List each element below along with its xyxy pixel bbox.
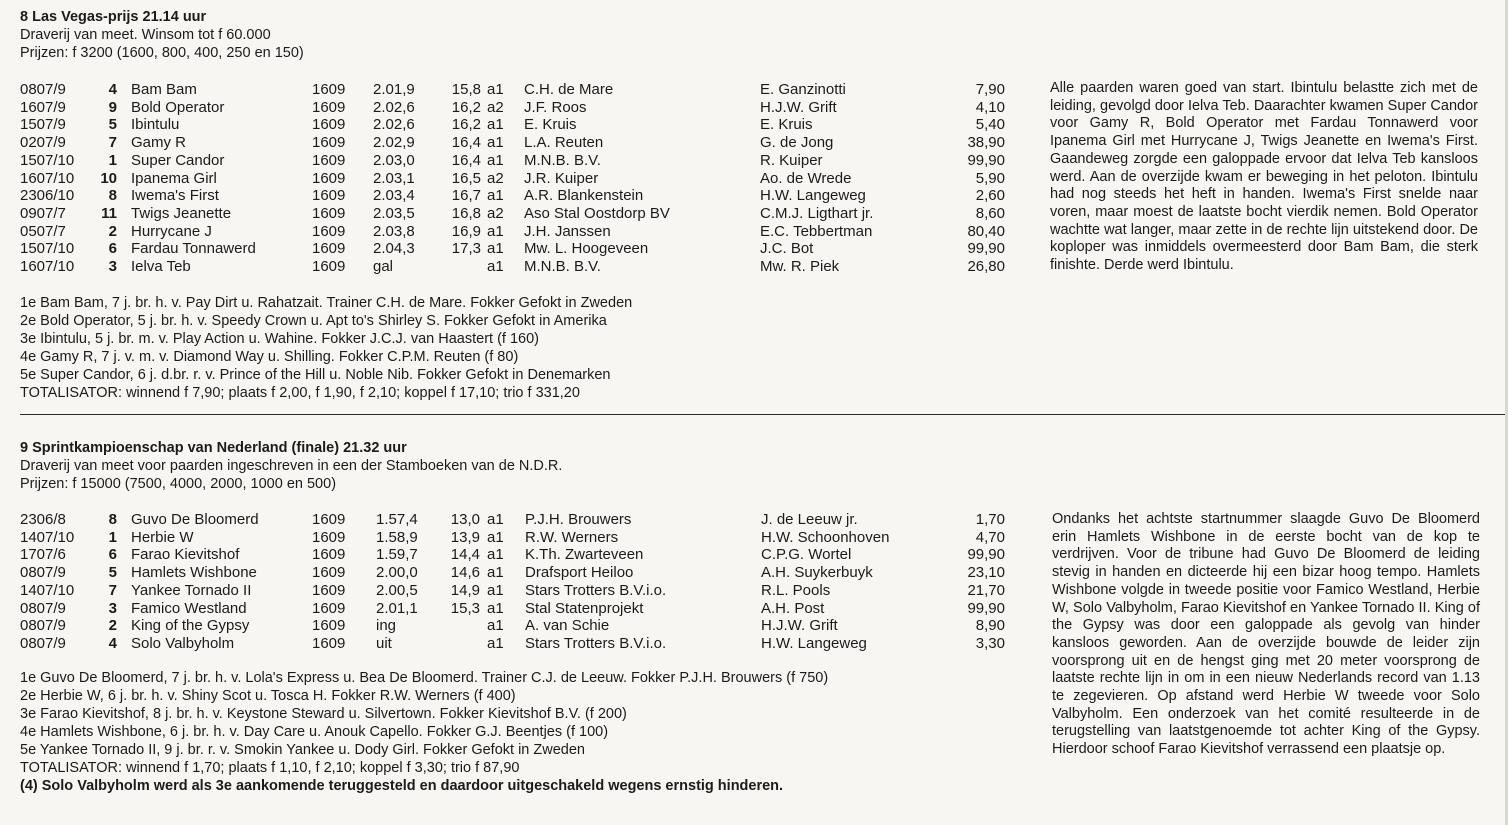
cell-num: 5	[108, 116, 117, 134]
cell-dist: 1609	[312, 528, 346, 546]
cell-num: 11	[101, 204, 117, 222]
race-commentary: Alle paarden waren goed van start. Ibintulu belastte zich met de leiding, gevolgd door Ielva Teb. Daarachter kwamen Super Candor voor Gamy R, Bold Operator met Fardau Tonnawerd voor Ipanema Girl met Hurrycane J, Twigs Jeanette en Iwema's First. Gaandeweg zorgde een galoppade ervoor dat Ielva Teb kansloos werd. Aan de overzijde kwam er beweging in het peloton. Ibintulu had nog steeds het heft in handen. Iwema's First snelde naar voren, maar moest de laatste bocht vierdik nemen. Bold Operator wachtte wat langer, maar zette in de rechte lijn uitstekend door. De koploper was inmiddels overmeesterd door Bam Bam, die sterk finishte. Derde werd Ibintulu.	[1050, 80, 1478, 274]
detail-line-4: 4e Gamy R, 7 j. v. m. v. Diamond Way u. Shilling. Fokker C.P.M. Reuten (f 80)	[20, 349, 519, 365]
race-prizes: Prijzen: f 3200 (1600, 800, 400, 250 en 150)	[20, 45, 304, 61]
cell-code: a1	[487, 258, 504, 275]
cell-horse: Solo Valbyholm	[131, 634, 235, 652]
cell-code: a1	[487, 81, 504, 98]
cell-time: 2.03,5	[373, 204, 415, 222]
cell-owner: Stal Statenprojekt	[525, 599, 644, 617]
cell-num: 2	[108, 617, 117, 635]
cell-owner: A. van Schie	[525, 617, 610, 635]
cell-num: 6	[108, 240, 117, 258]
cell-owner: L.A. Reuten	[524, 134, 604, 152]
cell-date: 0507/7	[20, 222, 66, 240]
cell-odds: 38,90	[967, 134, 1005, 152]
cell-time: 1.58,9	[376, 528, 418, 546]
cell-date: 1507/9	[20, 116, 66, 134]
cell-owner: C.H. de Mare	[524, 81, 614, 98]
cell-odds: 99,90	[967, 151, 1005, 169]
cell-dist: 1609	[312, 187, 346, 205]
cell-dist: 1609	[312, 511, 346, 528]
cell-date: 0807/9	[20, 599, 66, 617]
race-commentary: Ondanks het achtste startnummer slaagde Guvo De Bloomerd erin Hamlets Wishbone in de eerste bocht van de kop te verdrijven. Voor de tribune had Guvo De Bloomerd de leiding stevig in handen en dicteerde hij een bizar hoog tempo. Hamlets Wishbone volgde in tweede positie voor Famico Westland, Herbie W, Solo Valbyholm, Farao Kievitshof en Yankee Tornado II. King of the Gypsy was door een galoppade als gevolg van hinder kansloos geworden. Aan de overzijde bouwde de leider zijn voorsprong uit en de hengst ging met 20 meter voorsprong de laatste rechte lijn in om in een nieuw Nederlands record van 1.13 te zegevieren. Op afstand werd Herbie W tweede voor Solo Valbyholm. Een onderzoek van het comité resulteerde in de terugstelling van laatstgenoemde tot achter King of the Gypsy. Hierdoor schoof Farao Kievitshof verrassend een plaatsje op.	[1052, 511, 1480, 758]
cell-date: 2306/8	[20, 511, 66, 528]
cell-dist: 1609	[312, 81, 346, 98]
cell-owner: Stars Trotters B.V.i.o.	[525, 581, 667, 599]
cell-dist: 1609	[312, 599, 346, 617]
cell-code: a1	[487, 617, 504, 635]
cell-code: a1	[487, 634, 504, 652]
cell-time: ing	[376, 617, 397, 635]
cell-date: 2306/10	[20, 187, 75, 205]
cell-owner: J.R. Kuiper	[524, 169, 599, 187]
cell-driver: J. de Leeuw jr.	[761, 511, 858, 528]
cell-time: 1.57,4	[376, 511, 418, 528]
cell-odds: 3,30	[975, 634, 1005, 652]
cell-odds: 5,90	[975, 169, 1005, 187]
race-title: 8 Las Vegas-prijs 21.14 uur	[20, 9, 207, 25]
cell-date: 0807/9	[20, 617, 66, 635]
cell-odds: 21,70	[967, 581, 1005, 599]
race-header	[20, 8, 304, 62]
cell-driver: E. Ganzinotti	[760, 81, 846, 98]
cell-date: 0207/9	[20, 134, 66, 152]
cell-num: 4	[108, 81, 117, 98]
cell-date: 1407/10	[20, 581, 75, 599]
detail-line-3: 3e Ibintulu, 5 j. br. m. v. Play Action u. Wahine. Fokker J.C.J. van Haastert (f 160)	[20, 331, 539, 347]
race-subtitle: Draverij van meet. Winsom tot f 60.000	[20, 27, 271, 43]
cell-km: 14,4	[450, 546, 480, 564]
cell-dist: 1609	[312, 116, 346, 134]
detail-line-5: 5e Super Candor, 6 j. d.br. r. v. Prince of the Hill u. Noble Nib. Fokker Gefokt in Denemarken	[20, 367, 611, 383]
cell-time: 2.03,8	[373, 222, 415, 240]
cell-dist: 1609	[312, 634, 346, 652]
cell-odds: 2,60	[975, 187, 1005, 205]
cell-driver: E. Kruis	[760, 116, 813, 134]
cell-odds: 7,90	[975, 81, 1005, 98]
cell-owner: Stars Trotters B.V.i.o.	[525, 634, 667, 652]
cell-num: 8	[108, 187, 117, 205]
cell-horse: Ipanema Girl	[131, 169, 217, 187]
cell-odds: 1,70	[975, 511, 1005, 528]
cell-dist: 1609	[312, 204, 346, 222]
cell-num: 1	[108, 151, 117, 169]
cell-code: a1	[487, 187, 504, 205]
cell-owner: E. Kruis	[524, 116, 577, 134]
detail-line-3: 3e Farao Kievitshof, 8 j. br. h. v. Keystone Steward u. Silvertown. Fokker Kievitshof B.V. (f 200)	[20, 706, 627, 722]
cell-num: 7	[108, 581, 117, 599]
cell-horse: Twigs Jeanette	[131, 204, 232, 222]
cell-code: a2	[487, 169, 504, 187]
cell-km: 16,8	[451, 204, 481, 222]
cell-owner: K.Th. Zwarteveen	[525, 546, 644, 564]
cell-horse: Famico Westland	[131, 599, 247, 617]
cell-code: a1	[487, 528, 504, 546]
race-prizes: Prijzen: f 15000 (7500, 4000, 2000, 1000 en 500)	[20, 476, 337, 492]
cell-owner: M.N.B. B.V.	[524, 258, 601, 275]
cell-horse: Super Candor	[131, 151, 225, 169]
cell-horse: Bam Bam	[131, 81, 197, 98]
detail-line-5: 5e Yankee Tornado II, 9 j. br. r. v. Smokin Yankee u. Dody Girl. Fokker Gefokt in Zweden	[20, 742, 585, 758]
cell-odds: 4,70	[975, 528, 1005, 546]
cell-code: a1	[487, 116, 504, 134]
cell-dist: 1609	[312, 222, 346, 240]
cell-code: a1	[487, 134, 504, 152]
cell-horse: Hurrycane J	[131, 222, 212, 240]
cell-horse: Ibintulu	[131, 116, 180, 134]
cell-km: 14,6	[450, 564, 480, 582]
cell-odds: 8,60	[975, 204, 1005, 222]
cell-date: 1407/10	[20, 528, 75, 546]
cell-driver: R. Kuiper	[760, 151, 823, 169]
cell-horse: Bold Operator	[131, 98, 225, 116]
cell-driver: R.L. Pools	[761, 581, 831, 599]
cell-horse: Iwema's First	[131, 187, 219, 205]
cell-date: 1607/10	[20, 169, 75, 187]
cell-date: 0907/7	[20, 204, 66, 222]
cell-code: a1	[487, 151, 504, 169]
cell-km: 15,8	[451, 81, 481, 98]
cell-code: a1	[487, 564, 504, 582]
cell-code: a2	[487, 204, 504, 222]
cell-owner: A.R. Blankenstein	[524, 187, 644, 205]
cell-num: 3	[108, 258, 117, 275]
cell-driver: A.H. Post	[761, 599, 825, 617]
cell-horse: Fardau Tonnawerd	[131, 240, 256, 258]
cell-code: a1	[487, 240, 504, 258]
cell-odds: 26,80	[967, 258, 1005, 275]
stewards-note: (4) Solo Valbyholm werd als 3e aankomende teruggesteld en daardoor uitgeschakeld wegens ernstig hinderen.	[20, 778, 784, 794]
cell-driver: A.H. Suykerbuyk	[761, 564, 873, 582]
section-divider	[20, 414, 1506, 415]
cell-km: 16,5	[451, 169, 481, 187]
cell-odds: 4,10	[975, 98, 1005, 116]
cell-odds: 23,10	[967, 564, 1005, 582]
cell-horse: Farao Kievitshof	[131, 546, 240, 564]
cell-time: 1.59,7	[376, 546, 418, 564]
cell-date: 1707/6	[20, 546, 66, 564]
cell-num: 3	[108, 599, 117, 617]
cell-num: 1	[108, 528, 117, 546]
cell-horse: Hamlets Wishbone	[131, 564, 257, 582]
cell-time: uit	[376, 634, 392, 652]
cell-driver: E.C. Tebbertman	[760, 222, 873, 240]
cell-driver: C.M.J. Ligthart jr.	[760, 204, 874, 222]
cell-num: 2	[108, 222, 117, 240]
cell-num: 6	[108, 546, 117, 564]
cell-code: a1	[487, 581, 504, 599]
cell-owner: J.F. Roos	[524, 98, 587, 116]
cell-code: a1	[487, 222, 504, 240]
cell-dist: 1609	[312, 134, 346, 152]
cell-dist: 1609	[312, 169, 346, 187]
cell-driver: H.J.W. Grift	[761, 617, 838, 635]
cell-time: 2.02,9	[373, 134, 415, 152]
cell-driver: H.J.W. Grift	[760, 98, 837, 116]
cell-time: 2.00,5	[376, 581, 418, 599]
cell-km: 16,9	[451, 222, 481, 240]
cell-num: 5	[108, 564, 117, 582]
cell-km: 16,4	[451, 151, 481, 169]
detail-line-4: 4e Hamlets Wishbone, 6 j. br. h. v. Day Care u. Anouk Capello. Fokker G.J. Beentjes (f 100)	[20, 724, 609, 740]
cell-horse: Guvo De Bloomerd	[131, 511, 259, 528]
race-subtitle: Draverij van meet voor paarden ingeschreven in een der Stamboeken van de N.D.R.	[20, 458, 563, 474]
cell-odds: 5,40	[975, 116, 1005, 134]
cell-code: a2	[487, 98, 504, 116]
detail-line-2: 2e Bold Operator, 5 j. br. h. v. Speedy Crown u. Apt to's Shirley S. Fokker Gefokt in Amerika	[20, 313, 607, 329]
cell-num: 9	[108, 98, 117, 116]
cell-driver: J.C. Bot	[760, 240, 814, 258]
cell-dist: 1609	[312, 151, 346, 169]
cell-km: 13,9	[450, 528, 480, 546]
cell-driver: Ao. de Wrede	[760, 169, 852, 187]
cell-dist: 1609	[312, 564, 346, 582]
cell-km: 14,9	[450, 581, 480, 599]
cell-km: 16,2	[451, 116, 481, 134]
cell-driver: H.W. Langeweg	[761, 634, 867, 652]
totalisator: TOTALISATOR: winnend f 1,70; plaats f 1,10, f 2,10; koppel f 3,30; trio f 87,90	[20, 760, 520, 776]
cell-owner: R.W. Werners	[525, 528, 619, 546]
cell-time: 2.03,4	[373, 187, 415, 205]
cell-time: 2.01,9	[373, 81, 415, 98]
cell-date: 1607/10	[20, 258, 75, 275]
cell-date: 1507/10	[20, 240, 75, 258]
cell-dist: 1609	[312, 240, 346, 258]
cell-odds: 99,90	[967, 240, 1005, 258]
cell-date: 0807/9	[20, 81, 66, 98]
cell-horse: Yankee Tornado II	[131, 581, 252, 599]
cell-num: 8	[108, 511, 117, 528]
cell-owner: P.J.H. Brouwers	[525, 511, 632, 528]
cell-km: 15,3	[450, 599, 480, 617]
cell-date: 0807/9	[20, 634, 66, 652]
cell-driver: G. de Jong	[760, 134, 834, 152]
detail-line-1: 1e Bam Bam, 7 j. br. h. v. Pay Dirt u. Rahatzait. Trainer C.H. de Mare. Fokker Gefokt in Zweden	[20, 295, 633, 311]
cell-owner: Drafsport Heiloo	[525, 564, 634, 582]
cell-date: 0807/9	[20, 564, 66, 582]
cell-dist: 1609	[312, 258, 346, 275]
race-details	[20, 669, 828, 795]
cell-dist: 1609	[312, 617, 346, 635]
cell-time: 2.01,1	[376, 599, 418, 617]
cell-code: a1	[487, 511, 504, 528]
cell-num: 7	[108, 134, 117, 152]
cell-time: gal	[373, 258, 394, 275]
cell-driver: Mw. R. Piek	[760, 258, 840, 275]
cell-km: 16,7	[451, 187, 481, 205]
cell-time: 2.03,0	[373, 151, 415, 169]
cell-date: 1607/9	[20, 98, 66, 116]
cell-km: 17,3	[451, 240, 481, 258]
cell-owner: J.H. Janssen	[524, 222, 611, 240]
cell-code: a1	[487, 599, 504, 617]
race-title: 9 Sprintkampioenschap van Nederland (finale) 21.32 uur	[20, 440, 407, 456]
cell-num: 4	[108, 634, 117, 652]
cell-horse: Herbie W	[131, 528, 194, 546]
cell-owner: Mw. L. Hoogeveen	[524, 240, 649, 258]
race-header	[20, 439, 562, 493]
race-details	[20, 294, 632, 402]
cell-dist: 1609	[312, 581, 346, 599]
cell-driver: H.W. Langeweg	[760, 187, 866, 205]
cell-dist: 1609	[312, 546, 346, 564]
cell-odds: 80,40	[967, 222, 1005, 240]
cell-time: 2.04,3	[373, 240, 415, 258]
cell-dist: 1609	[312, 98, 346, 116]
cell-odds: 99,90	[967, 599, 1005, 617]
cell-code: a1	[487, 546, 504, 564]
cell-driver: H.W. Schoonhoven	[761, 528, 890, 546]
totalisator: TOTALISATOR: winnend f 7,90; plaats f 2,00, f 1,90, f 2,10; koppel f 17,10; trio f 331,20	[20, 385, 580, 401]
cell-time: 2.02,6	[373, 116, 415, 134]
cell-num: 10	[100, 169, 117, 187]
cell-owner: M.N.B. B.V.	[524, 151, 601, 169]
cell-odds: 99,90	[967, 546, 1005, 564]
cell-horse: King of the Gypsy	[131, 617, 250, 635]
cell-time: 2.02,6	[373, 98, 415, 116]
detail-line-2: 2e Herbie W, 6 j. br. h. v. Shiny Scot u. Tosca H. Fokker R.W. Werners (f 400)	[20, 688, 516, 704]
cell-time: 2.00,0	[376, 564, 418, 582]
cell-time: 2.03,1	[373, 169, 415, 187]
cell-owner: Aso Stal Oostdorp BV	[524, 204, 670, 222]
cell-date: 1507/10	[20, 151, 75, 169]
cell-horse: Gamy R	[131, 134, 187, 152]
cell-km: 16,4	[451, 134, 481, 152]
cell-driver: C.P.G. Wortel	[761, 546, 852, 564]
cell-horse: Ielva Teb	[131, 258, 191, 275]
cell-km: 16,2	[451, 98, 481, 116]
detail-line-1: 1e Guvo De Bloomerd, 7 j. br. h. v. Lola's Express u. Bea De Bloomerd. Trainer C.J. de Leeuw. Fokker P.J.H. Brouwers (f 750)	[20, 670, 829, 686]
cell-odds: 8,90	[975, 617, 1005, 635]
cell-km: 13,0	[450, 511, 480, 528]
